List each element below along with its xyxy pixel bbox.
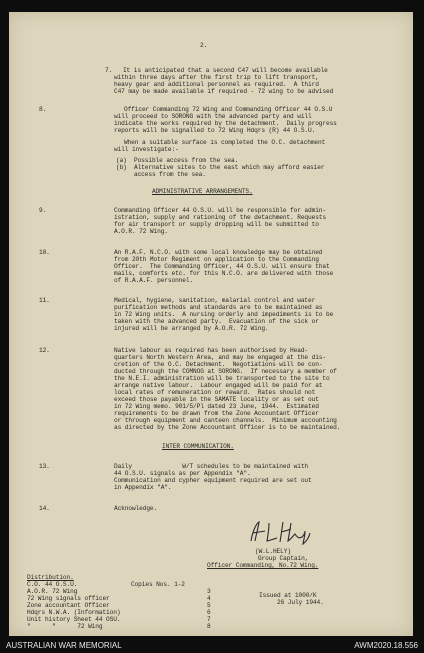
distribution-copies: Copies Nos. 1-2 <box>131 581 185 588</box>
distribution-copies: 3 <box>207 588 211 595</box>
distribution-recipient: A.O.R. 72 Wing <box>27 588 78 595</box>
distribution-recipient: " " 72 Wing <box>27 623 103 630</box>
para-7-line: C47 may be made available if required - 72 wing to be advised <box>114 88 334 95</box>
document-page <box>9 12 413 636</box>
para-10-line: An R.A.F. N.C.O. with some local knowledge may be obtained <box>114 249 323 256</box>
para-14-number: 14. <box>39 505 50 512</box>
para-11-number: 11. <box>39 297 50 304</box>
distribution-recipient: C.O. 44 O.S.U. <box>27 581 78 588</box>
signatory-name: (W.L.HELY) <box>255 548 291 555</box>
para-12-line: in 72 Wing memo. 901/5/Pl dated 23 June, 1944. Estimated <box>114 403 319 410</box>
distribution-copies: 6 <box>207 609 211 616</box>
distribution-heading: Distribution. <box>27 574 74 581</box>
para-8-line: will proceed to SORONG with the advanced party and will <box>114 113 312 120</box>
distribution-recipient: Zone accountant Officer <box>27 602 110 609</box>
para-9-line: Commanding Officer 44 O.S.U. will be responsible for admin- <box>114 207 326 214</box>
para-7-line: heavy gear and additional personnel as required. A third <box>114 81 319 88</box>
para-11-line: purification methods and standards are to be maintained as <box>114 304 323 311</box>
para-10-line: mails, comforts etc. for this N.C.O. are delivered with those <box>114 270 334 277</box>
distribution-copies: 7 <box>207 616 211 623</box>
para-12-line: local rates of remuneration or reward. Rates should not <box>114 389 316 396</box>
para-8-item-text: access from the sea. <box>134 171 206 178</box>
para-7-line: within three days after the first trip to lift transport, <box>114 74 319 81</box>
para-12-line: exceed those payable in the SAMATE locality or as set out <box>114 396 319 403</box>
para-12-line: as directed by the Zone Accountant Officer is to be maintained. <box>114 424 341 431</box>
para-14-text: Acknowledge. <box>114 505 158 512</box>
para-10-line: of R.A.A.F. personnel. <box>114 277 194 284</box>
para-10-line: Officer. The Commanding Officer, 44 O.S.U. will ensure that <box>114 263 330 270</box>
para-8-item-text: Alternative sites to the east which may afford easier <box>134 164 325 171</box>
handwritten-signature <box>247 519 313 545</box>
para-9-line: A.O.R. 72 Wing. <box>114 228 168 235</box>
archive-name: AUSTRALIAN WAR MEMORIAL <box>6 641 122 650</box>
page-number: 2. <box>200 42 208 49</box>
distribution-copies: 8 <box>207 623 211 630</box>
distribution-recipient: Unit history Sheet 44 OSU. <box>27 616 121 623</box>
para-12-number: 12. <box>39 347 50 354</box>
para-11-line: taken with the advanced party. Evacuation of the sick or <box>114 318 319 325</box>
archive-footer <box>0 636 424 653</box>
para-11-line: injured will be arranged by A.O.R. 72 Wing. <box>114 325 269 332</box>
issued-time: Issued at 1000/K <box>259 592 317 599</box>
signatory-title: Officer Commanding, No.72 Wing. <box>207 562 319 569</box>
para-13-line: 44 O.S.U. signals as per Appendix "A". <box>114 470 251 477</box>
issued-date: 26 July 1944. <box>277 599 324 606</box>
para-13-line: Communication and cypher equipment required are set out <box>114 477 312 484</box>
para-9-number: 9. <box>39 207 47 214</box>
para-13-line: Daily W/T schedules to be maintained with <box>114 463 309 470</box>
heading-administrative: ADMINISTRATIVE ARRANGEMENTS. <box>152 188 253 195</box>
distribution-recipient: Hdqrs N.W.A. (Information) <box>27 609 121 616</box>
para-11-line: in 72 Wing units. A nursing orderly and impediments is to be <box>114 311 334 318</box>
para-8-item-text: Possible access from the sea. <box>134 157 239 164</box>
distribution-copies: 4 <box>207 595 211 602</box>
para-13-line: in Appendix "A". <box>114 484 172 491</box>
para-10-line: from 20th Motor Regiment on application to the Commanding <box>114 256 319 263</box>
distribution-copies: 5 <box>207 602 211 609</box>
para-12-line: quarters North Western Area, and may be engaged at the dis- <box>114 354 326 361</box>
para-12-line: or through equipment and canteen channels. Minimum accounting <box>114 417 337 424</box>
para-12-line: the N.E.I. administration will be transported to the site to <box>114 375 330 382</box>
para-8-item-label: (b) <box>116 164 127 171</box>
heading-inter-communication: INTER COMMUNICATION. <box>162 443 234 450</box>
para-13-number: 13. <box>39 463 50 470</box>
para-8-number: 8. <box>39 106 47 113</box>
para-12-line: ducted through the COMNOG at SORONG. If necessary a member of <box>114 368 337 375</box>
para-8-line: Officer Commanding 72 Wing and Commanding Officer 44 O.S.U <box>124 106 333 113</box>
para-12-line: arrange native labour. Labour engaged will be paid for at <box>114 382 323 389</box>
archive-reference: AWM2020.18.556 <box>354 641 418 650</box>
para-12-line: Native labour as required has been authorised by Head- <box>114 347 309 354</box>
para-11-line: Medical, hygiene, sanitation, malarial control and water <box>114 297 316 304</box>
para-7-line: 7. It is anticipated that a second C47 will become available <box>105 67 328 74</box>
para-8-line: reports will be signalled to 72 Wing Hdqrs (R) 44 O.S.U. <box>114 127 316 134</box>
para-12-line: cretion of the O.C. Detachment. Negotiations will be con- <box>114 361 323 368</box>
distribution-recipient: 72 Wing signals officer <box>27 595 110 602</box>
para-8-line: will investigate:- <box>114 146 179 153</box>
para-10-number: 10. <box>39 249 50 256</box>
para-9-line: istration, supply and rationing of the detachment. Requests <box>114 214 326 221</box>
signatory-rank: Group Captain, <box>258 555 309 562</box>
para-8-line: indicate the works required by the detachment. Daily progress <box>114 120 337 127</box>
para-9-line: for air transport or supply dropping will be submitted to <box>114 221 319 228</box>
para-8-line: When a suitable surface is completed the O.C. detachment <box>124 139 326 146</box>
para-8-item-label: (a) <box>116 157 127 164</box>
para-12-line: requirements to be drawn from the Zone Accountant Officer <box>114 410 319 417</box>
